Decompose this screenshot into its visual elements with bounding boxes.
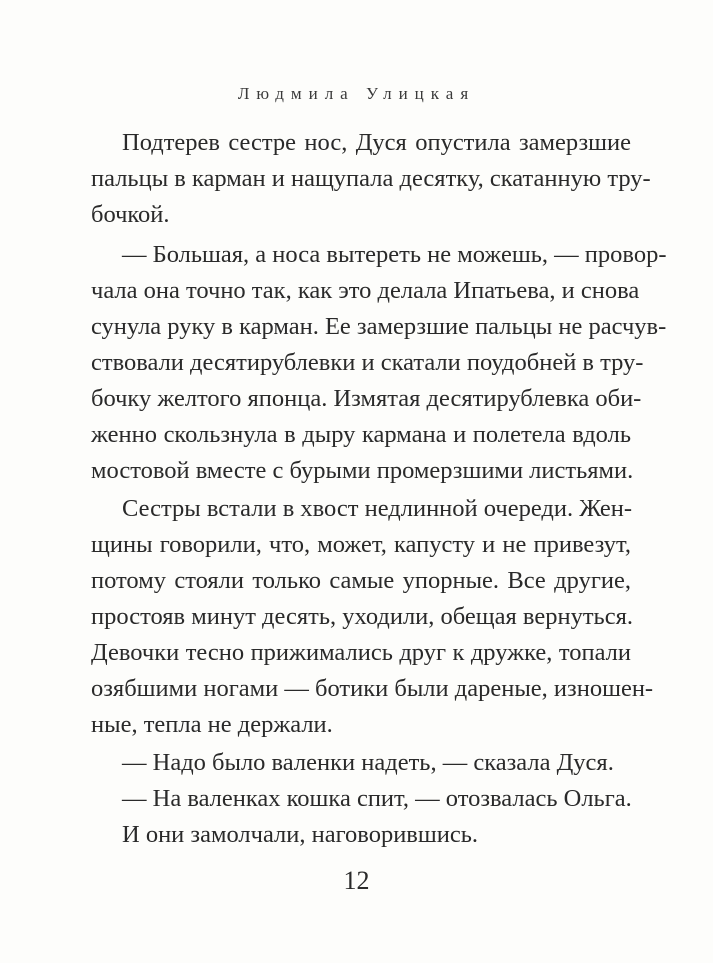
text-line: простояв минут десять, уходили, обещая вернуться. [91, 603, 633, 630]
text-line: пальцы в карман и нащупала десятку, скатанную тру- [91, 165, 651, 192]
text-line [91, 276, 640, 306]
text-line: ствовали десятирублевки и скатали поудобней в тру- [91, 349, 644, 376]
text-line: бочку желтого японца. Измятая десятирублевка оби- [91, 385, 642, 412]
text-line: мостовой вместе с бурыми промерзшими листьями. [91, 457, 634, 484]
text-line: Сестры встали в хвост недлинной очереди. Жен- [122, 495, 633, 522]
text-line: Подтерев сестре нос, Дуся опустила замерзшие [122, 129, 631, 156]
text-line: щины говорили, что, может, капусту и не привезут, [91, 531, 631, 558]
text-line: потому стояли только самые упорные. Все другие, [91, 567, 631, 594]
text-line: И они замолчали, наговорившись. [122, 821, 479, 848]
running-header-author: Людмила Улицкая [237, 84, 476, 103]
text-line: — Надо было валенки надеть, — сказала Дуся. [122, 749, 614, 776]
text-span: — Большая, а носа вытереть не можешь, — провор- [122, 241, 667, 268]
text-line: женно скользнула в дыру кармана и полетела вдоль [91, 421, 631, 448]
text-line: бочкой. [91, 201, 170, 228]
text-line: Девочки тесно прижимались друг к дружке, топали [91, 639, 631, 666]
page-number: 12 [343, 866, 370, 895]
text-line [122, 240, 667, 270]
text-line: озябшими ногами — ботики были дареные, изношен- [91, 675, 654, 702]
text-line: ные, тепла не держали. [91, 711, 333, 738]
text-line: сунула руку в карман. Ее замерзшие пальцы не расчув- [91, 313, 667, 340]
text-span: чала она точно так, как это делала Ипатьева, и снова [91, 277, 640, 304]
text-line: — На валенках кошка спит, — отозвалась Ольга. [122, 785, 632, 812]
